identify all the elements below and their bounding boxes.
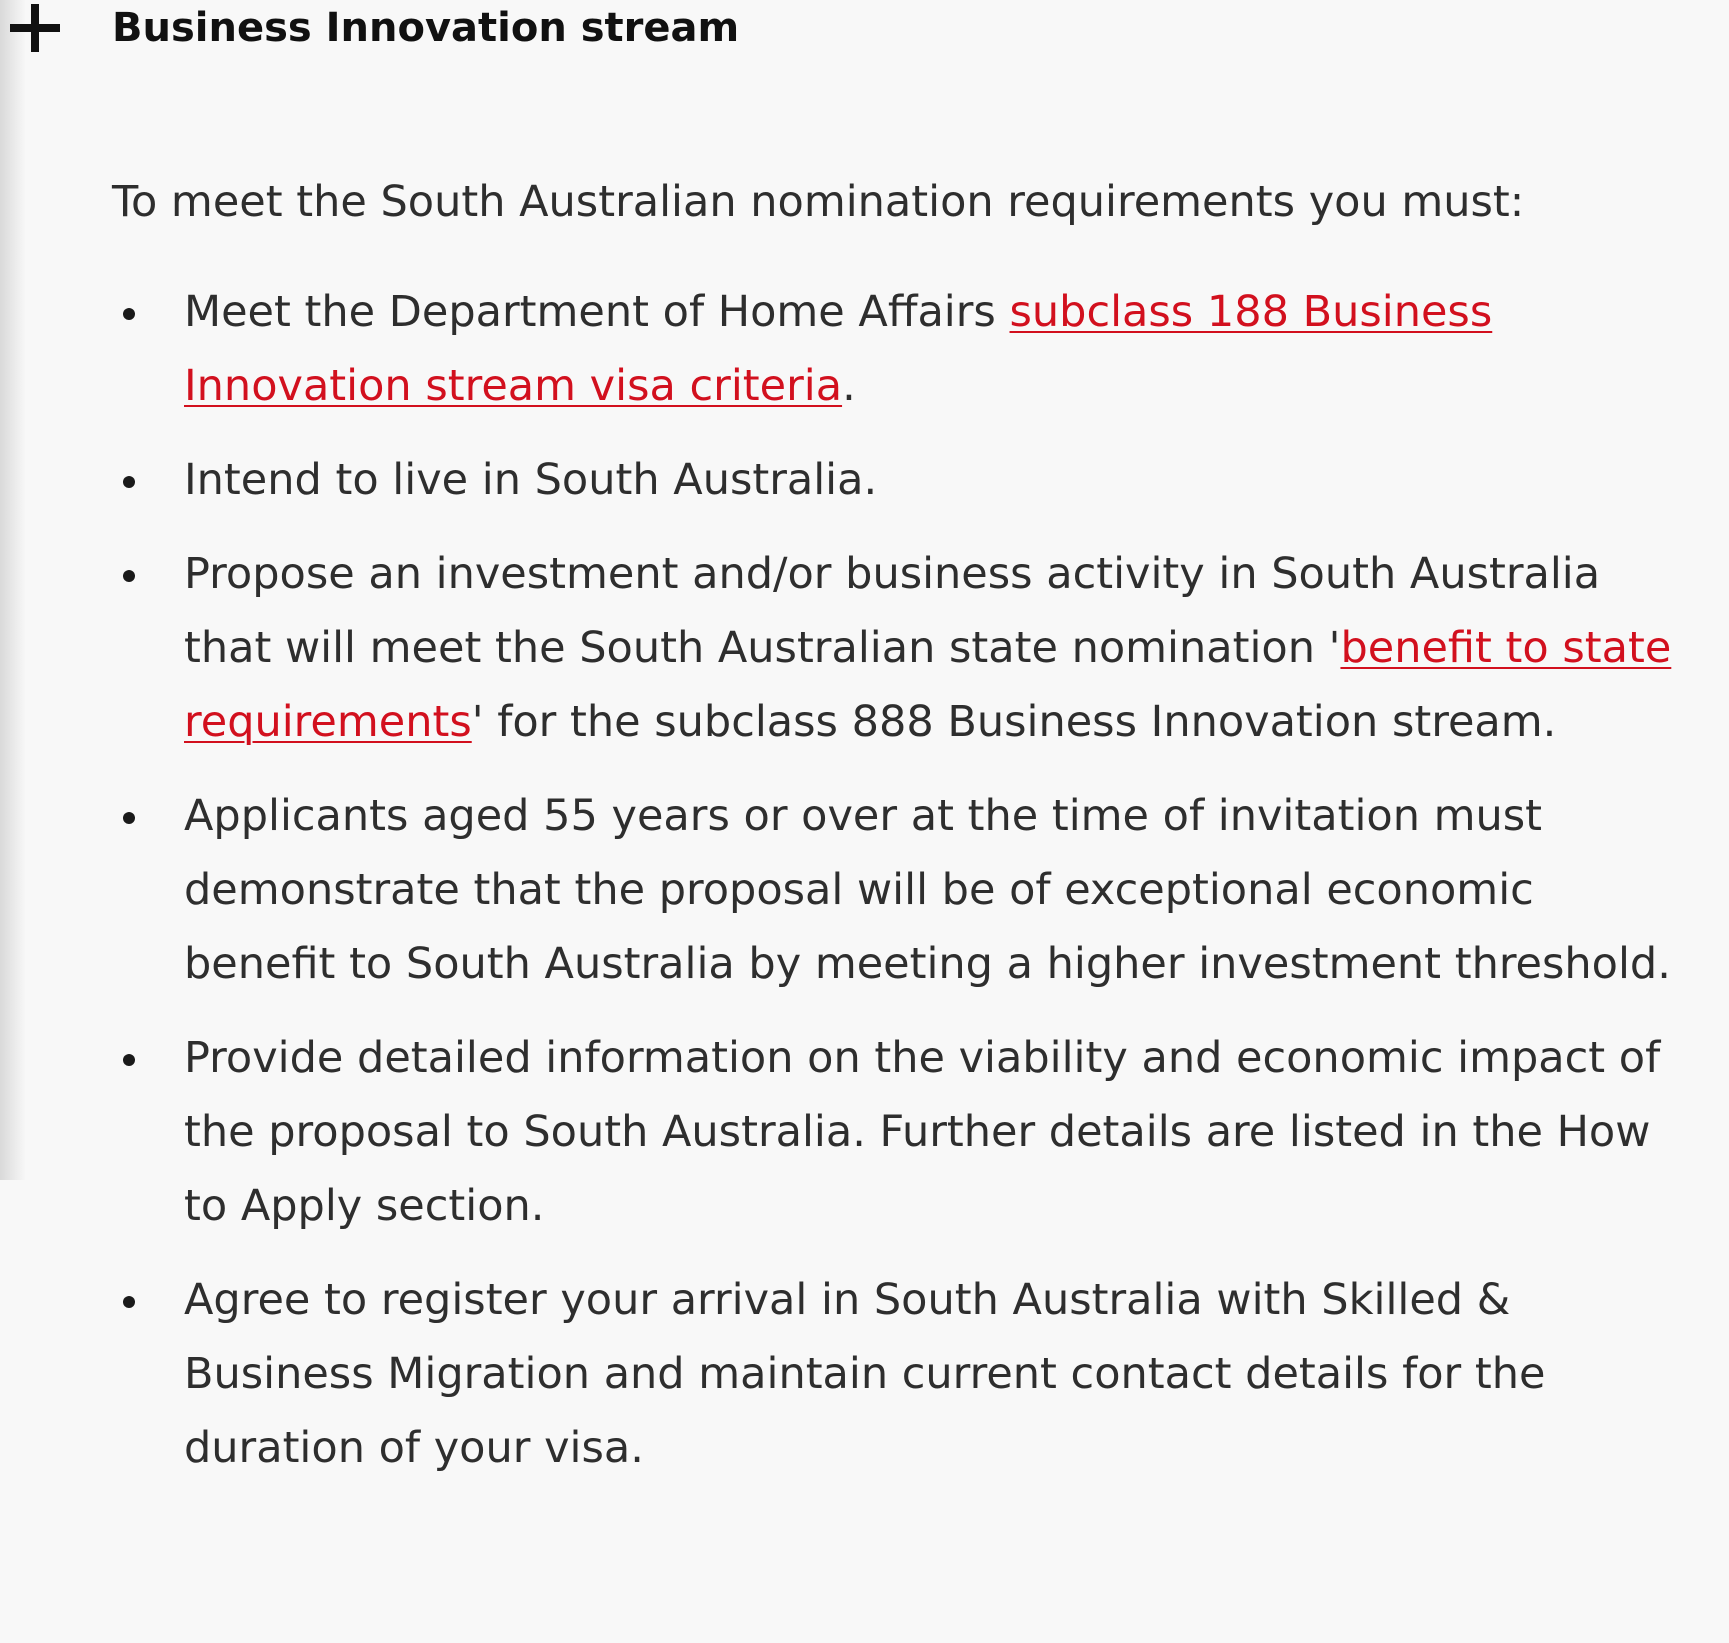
bullet-icon — [123, 308, 135, 320]
item-text: . — [842, 361, 856, 411]
benefit-to-state-link[interactable]: benefit to state requirements — [184, 623, 1672, 747]
intro-text: To meet the South Australian nomination requirements you must: — [112, 177, 1525, 227]
accordion-title[interactable]: Business Innovation stream — [112, 5, 740, 51]
item-text: ' for the subclass 888 Business Innovation stream. — [471, 697, 1557, 747]
item-text: Agree to register your arrival in South Australia with Skilled & Business Migration and maintain current contact details for the duration of your visa. — [184, 1275, 1546, 1473]
item-text: Propose an investment and/or business activity in South Australia that will meet the South Australian state nomination ' — [184, 549, 1601, 673]
item-text: Applicants aged 55 years or over at the time of invitation must demonstrate that the proposal will be of exceptional economic benefit to South Australia by meeting a higher investment threshold. — [184, 791, 1671, 989]
item-text: Provide detailed information on the viability and economic impact of the proposal to South Australia. Further details are listed in the How to Apply section. — [184, 1033, 1661, 1231]
accordion-header[interactable] — [0, 0, 1729, 70]
list-item — [112, 443, 1672, 517]
item-text: Meet the Department of Home Affairs — [184, 287, 1010, 337]
plus-icon[interactable] — [10, 4, 60, 54]
list-item — [112, 779, 1672, 1001]
requirements-list — [112, 275, 1672, 1485]
accordion-content — [112, 165, 1672, 1505]
bullet-icon — [123, 476, 135, 488]
subclass-188-criteria-link[interactable]: subclass 188 Business Innovation stream visa criteria — [184, 287, 1493, 411]
left-edge-shadow — [0, 0, 26, 1180]
bullet-icon — [123, 1054, 135, 1066]
list-item — [112, 1021, 1672, 1243]
list-item — [112, 1263, 1672, 1485]
item-text: Intend to live in South Australia. — [184, 455, 878, 505]
bullet-icon — [123, 1296, 135, 1308]
list-item — [112, 537, 1672, 759]
bullet-icon — [123, 570, 135, 582]
list-item — [112, 275, 1672, 423]
bullet-icon — [123, 812, 135, 824]
